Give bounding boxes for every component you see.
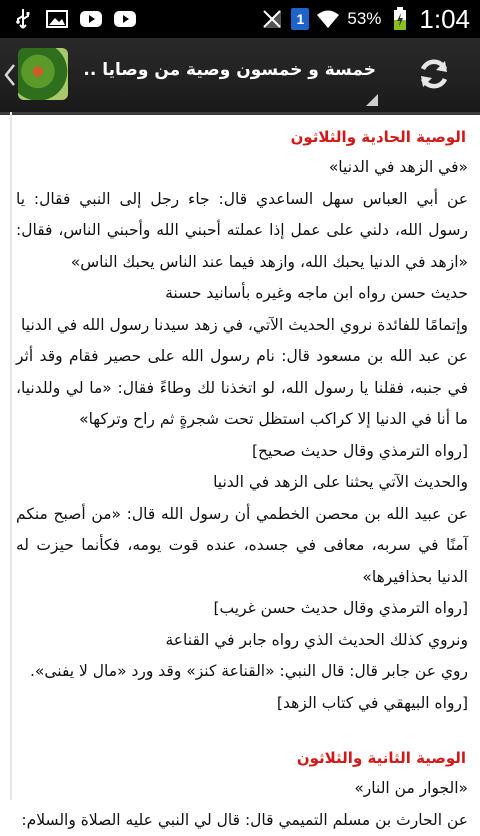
clock: 1:04 (419, 4, 470, 35)
article-content[interactable] (10, 112, 474, 800)
paragraph: وإتمامًا للفائدة نروي الحديث الآتي، في زهد سيدنا رسول الله في الدنيا (12, 310, 474, 342)
chevron-left-icon[interactable] (2, 60, 18, 90)
battery-percent: 53% (347, 9, 381, 29)
paragraph: حديث حسن رواه ابن ماجه وغيره بأسانيد حسنة (12, 278, 474, 310)
battery-charging-icon (389, 8, 411, 30)
paragraph: روي عن جابر قال: قال النبي: «القناعة كنز» وقد ورد «مال لا يفنى». (12, 656, 474, 688)
paragraph: [رواه الترمذي وقال حديث صحيح] (12, 436, 474, 468)
section-title: الوصية الحادية والثلاثون (12, 122, 474, 152)
spinner-arrow-icon (366, 94, 378, 106)
page-title: خمسة و خمسون وصية من وصايا .. (83, 60, 376, 80)
usb-icon (12, 8, 34, 30)
refresh-icon (415, 55, 453, 97)
paragraph: [رواه البيهقي في كتاب الزهد] (12, 688, 474, 720)
youtube-icon (80, 8, 102, 30)
action-bar (0, 38, 480, 115)
paragraph: عن عبيد الله بن محصن الخطمي أن رسول الله قال: «من أصبح منكم آمنًا في سربه، معافى في جسده، عنده قوت يومه، فكأنما حيزت له الدنيا بحذافيرها» (12, 499, 474, 594)
refresh-button[interactable] (408, 50, 460, 102)
paragraph: والحديث الآتي يحثنا على الزهد في الدنيا (12, 467, 474, 499)
paragraph: عن عبد الله بن مسعود قال: نام رسول الله على حصير فقام وقد أثر في جنبه، فقلنا يا رسول الله، لو اتخذنا لك وطاءً فقال: «ما لي وللدنيا، ما أنا في الدنيا إلا كراكب استظل تحت شجرةٍ ثم راح وتركها» (12, 341, 474, 436)
title-spinner[interactable] (74, 38, 384, 112)
paragraph: [رواه الترمذي وقال حديث حسن غريب] (12, 593, 474, 625)
section-title: الوصية الثانية والثلاثون (12, 743, 474, 773)
paragraph: عن أبي العباس سهل الساعدي قال: جاء رجل إلى النبي فقال: يا رسول الله، دلني على عمل إذا عملته أحبني الله وأحبني الناس، فقال: «ازهد في الدنيا يحبك الله، وازهد فيما عند الناس يحبك الناس» (12, 184, 474, 279)
paragraph: «في الزهد في الدنيا» (12, 152, 474, 184)
signal-off-icon (261, 8, 283, 30)
section-32 (12, 733, 474, 836)
status-bar (0, 0, 480, 38)
image-icon (46, 8, 68, 30)
paragraph: ونروي كذلك الحديث الذي رواه جابر في القناعة (12, 625, 474, 657)
youtube-icon (114, 8, 136, 30)
paragraph: «الجوار من النار» (12, 773, 474, 805)
section-31 (12, 112, 474, 719)
notification-icons (12, 8, 136, 30)
system-icons (261, 4, 470, 34)
paragraph: عن الحارث بن مسلم التميمي قال: قال لي النبي عليه الصلاة والسلام: (12, 805, 474, 836)
badge-icon: 1 (291, 8, 309, 30)
app-icon[interactable] (18, 48, 68, 100)
wifi-icon (317, 8, 339, 30)
